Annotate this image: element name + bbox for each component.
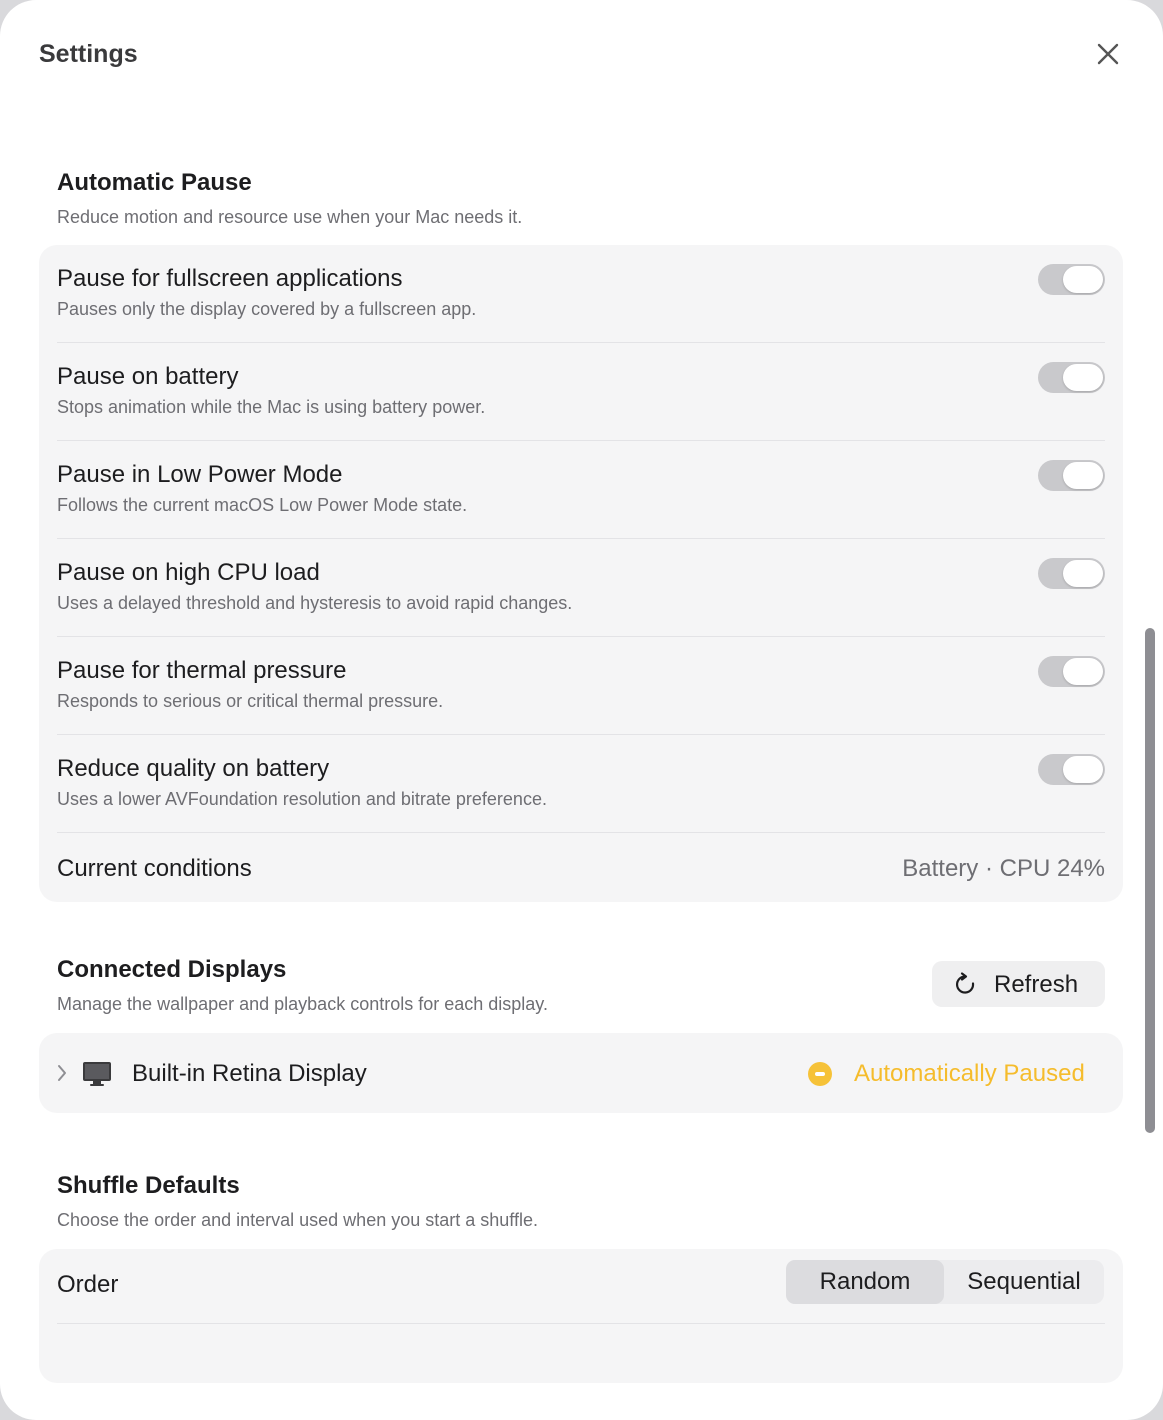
order-random-option[interactable]: Random (786, 1260, 944, 1304)
setting-label: Reduce quality on battery (57, 755, 330, 782)
window-title: Settings (39, 40, 138, 68)
setting-label: Pause on battery (57, 363, 239, 390)
interval-row-partial (39, 1323, 1123, 1383)
setting-row-cpu (39, 539, 1123, 637)
paused-status-icon (808, 1062, 832, 1086)
shuffle-defaults-subtitle: Choose the order and interval used when you start a shuffle. (57, 1210, 538, 1230)
automatic-pause-header (57, 169, 522, 228)
toggle-knob (1063, 462, 1103, 489)
low-power-toggle[interactable] (1038, 460, 1105, 491)
display-status: Automatically Paused (854, 1060, 1085, 1087)
connected-displays-title: Connected Displays (57, 956, 287, 983)
shuffle-defaults-header (57, 1172, 538, 1231)
fullscreen-toggle[interactable] (1038, 264, 1105, 295)
order-sequential-option[interactable]: Sequential (967, 1268, 1081, 1295)
toggle-knob (1063, 658, 1103, 685)
setting-label: Pause for fullscreen applications (57, 265, 403, 292)
setting-label: Pause on high CPU load (57, 559, 320, 586)
setting-description: Uses a lower AVFoundation resolution and bitrate preference. (57, 789, 547, 809)
battery-toggle[interactable] (1038, 362, 1105, 393)
setting-row-quality (39, 735, 1123, 833)
automatic-pause-title: Automatic Pause (57, 169, 252, 196)
scrollbar-thumb[interactable] (1145, 628, 1155, 1133)
thermal-toggle[interactable] (1038, 656, 1105, 687)
refresh-icon (952, 971, 980, 999)
setting-description: Responds to serious or critical thermal pressure. (57, 691, 444, 711)
toggle-knob (1063, 560, 1103, 587)
setting-label: Pause in Low Power Mode (57, 461, 343, 488)
setting-description: Follows the current macOS Low Power Mode state. (57, 495, 468, 515)
toggle-knob (1063, 756, 1103, 783)
shuffle-defaults-title: Shuffle Defaults (57, 1172, 240, 1199)
order-segmented-control (786, 1260, 1104, 1304)
order-row (39, 1249, 1123, 1323)
setting-row-low-power (39, 441, 1123, 539)
setting-description: Stops animation while the Mac is using battery power. (57, 397, 486, 417)
monitor-icon (81, 1060, 113, 1088)
setting-row-battery (39, 343, 1123, 441)
current-conditions-value: Battery · CPU 24% (902, 855, 1105, 882)
refresh-label: Refresh (994, 971, 1079, 998)
toggle-knob (1063, 364, 1103, 391)
current-conditions-row (39, 833, 1123, 902)
setting-row-thermal (39, 637, 1123, 735)
setting-description: Pauses only the display covered by a fullscreen app. (57, 299, 477, 319)
close-button[interactable] (1090, 38, 1126, 74)
divider (57, 1323, 1105, 1324)
cpu-toggle[interactable] (1038, 558, 1105, 589)
displays-card (39, 1033, 1123, 1113)
current-conditions-label: Current conditions (57, 855, 252, 882)
display-row-built-in[interactable] (39, 1033, 1123, 1113)
refresh-button[interactable] (932, 961, 1105, 1007)
order-label: Order (57, 1271, 119, 1298)
shuffle-defaults-card (39, 1249, 1123, 1383)
setting-description: Uses a delayed threshold and hysteresis to avoid rapid changes. (57, 593, 573, 613)
setting-row-fullscreen (39, 245, 1123, 343)
connected-displays-subtitle: Manage the wallpaper and playback controls for each display. (57, 994, 548, 1014)
close-icon[interactable] (1090, 38, 1126, 74)
connected-displays-header (57, 956, 548, 1015)
automatic-pause-subtitle: Reduce motion and resource use when your Mac needs it. (57, 207, 523, 227)
automatic-pause-card (39, 245, 1123, 902)
display-name: Built-in Retina Display (132, 1060, 367, 1087)
setting-label: Pause for thermal pressure (57, 657, 347, 684)
chevron-right-icon[interactable] (55, 1063, 69, 1083)
toggle-knob (1063, 266, 1103, 293)
quality-toggle[interactable] (1038, 754, 1105, 785)
